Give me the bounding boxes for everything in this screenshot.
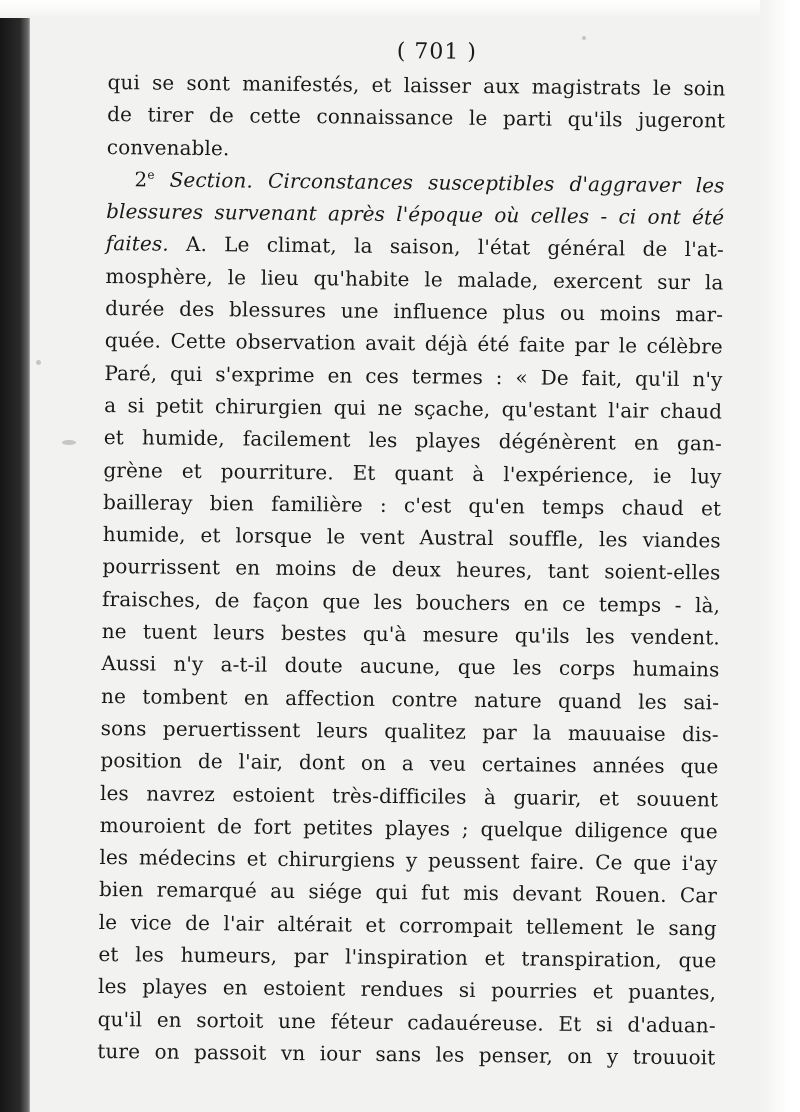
- section-title: Section. Circonstances susceptibles d'aggraver les: [169, 167, 725, 198]
- text-line: mouroient de fort petites playes ; quelque diligence que: [99, 812, 718, 844]
- text-line: a si petit chirurgien qui ne sçache, qu'estant l'air chaud: [104, 392, 723, 424]
- text-line: convenable.: [106, 134, 230, 160]
- text-line: de tirer de cette connaissance le parti qu'ils jugeront: [107, 102, 726, 133]
- text-line: ture on passoit vn iour sans les penser, on y trouuoit: [97, 1038, 716, 1070]
- text-line: durée des blessures une influence plus ou moins mar-: [105, 296, 724, 327]
- scan-speck: [582, 36, 586, 40]
- text-line: ne tuent leurs bestes qu'à mesure qu'ils les vendent.: [101, 619, 720, 650]
- section-number: 2: [134, 167, 148, 192]
- text-line: les navrez estoient très-difficiles à guarir, et souuent: [99, 780, 719, 811]
- text-line: et les humeurs, par l'inspiration et transpiration, que: [98, 941, 717, 973]
- text-line: grène et pourriture. Et quant à l'expérience, ie luy: [103, 457, 722, 489]
- faites-italic: faites.: [105, 231, 169, 257]
- faites-roman: A. Le climat, la saison, l'état général de l'at-: [168, 232, 724, 262]
- page-number: ( 701 ): [396, 39, 478, 65]
- text-line: bien remarqué au siége qui fut mis devant Rouen. Car: [98, 877, 718, 908]
- text-line: Paré, qui s'exprime en ces termes : « De fait, qu'il n'y: [104, 360, 723, 392]
- text-line: quée. Cette observation avait déjà été faite par le célèbre: [104, 328, 723, 359]
- text-line: le vice de l'air altérait et corrompait tellement le sang: [98, 909, 717, 941]
- text-line: bailleray bien familière : c'est qu'en temps chaud et: [102, 489, 722, 521]
- text-line: sons peruertissent leurs qualitez par la mauuaise dis-: [100, 715, 719, 747]
- text-line: les médecins et chirurgiens y peussent faire. Ce que i'ay: [99, 845, 718, 876]
- text-line: et humide, facilement les playes dégénèrent en gan-: [103, 425, 722, 456]
- text-line: ne tombent en affection contre nature quand les sai-: [100, 683, 720, 715]
- text-line: position de l'air, dont on a veu certaines années que: [100, 748, 719, 779]
- section-superscript: e: [147, 167, 155, 182]
- text-line: pourrissent en moins de deux heures, tant soient-elles: [102, 554, 721, 585]
- text-line: qui se sont manifestés, et laisser aux magistrats le soin: [107, 69, 726, 101]
- scan-shadow-left: [0, 0, 30, 1112]
- text-line: qu'il en sortoit une féteur cadauéreuse. Et si d'aduan-: [97, 1006, 716, 1038]
- text-line: Aussi n'y a-t-il doute aucune, que les corps humains: [101, 651, 720, 682]
- text-line: fraisches, de façon que les bouchers en ce temps - là,: [101, 586, 721, 618]
- scan-speck: [36, 360, 41, 365]
- scan-edge-right: [760, 0, 800, 1112]
- text-line: mosphère, le lieu qu'habite le malade, exercent sur la: [105, 263, 724, 295]
- text-line: blessures survenant après l'époque où celles - ci ont été: [106, 199, 725, 230]
- text-line: les playes en estoient rendues si pourries et puantes,: [97, 974, 717, 1005]
- scan-speck: [62, 440, 76, 445]
- page-text: [97, 36, 726, 1074]
- text-line: humide, et lorsque le vent Austral souffle, les viandes: [102, 522, 721, 553]
- scan-edge-top: [0, 0, 800, 18]
